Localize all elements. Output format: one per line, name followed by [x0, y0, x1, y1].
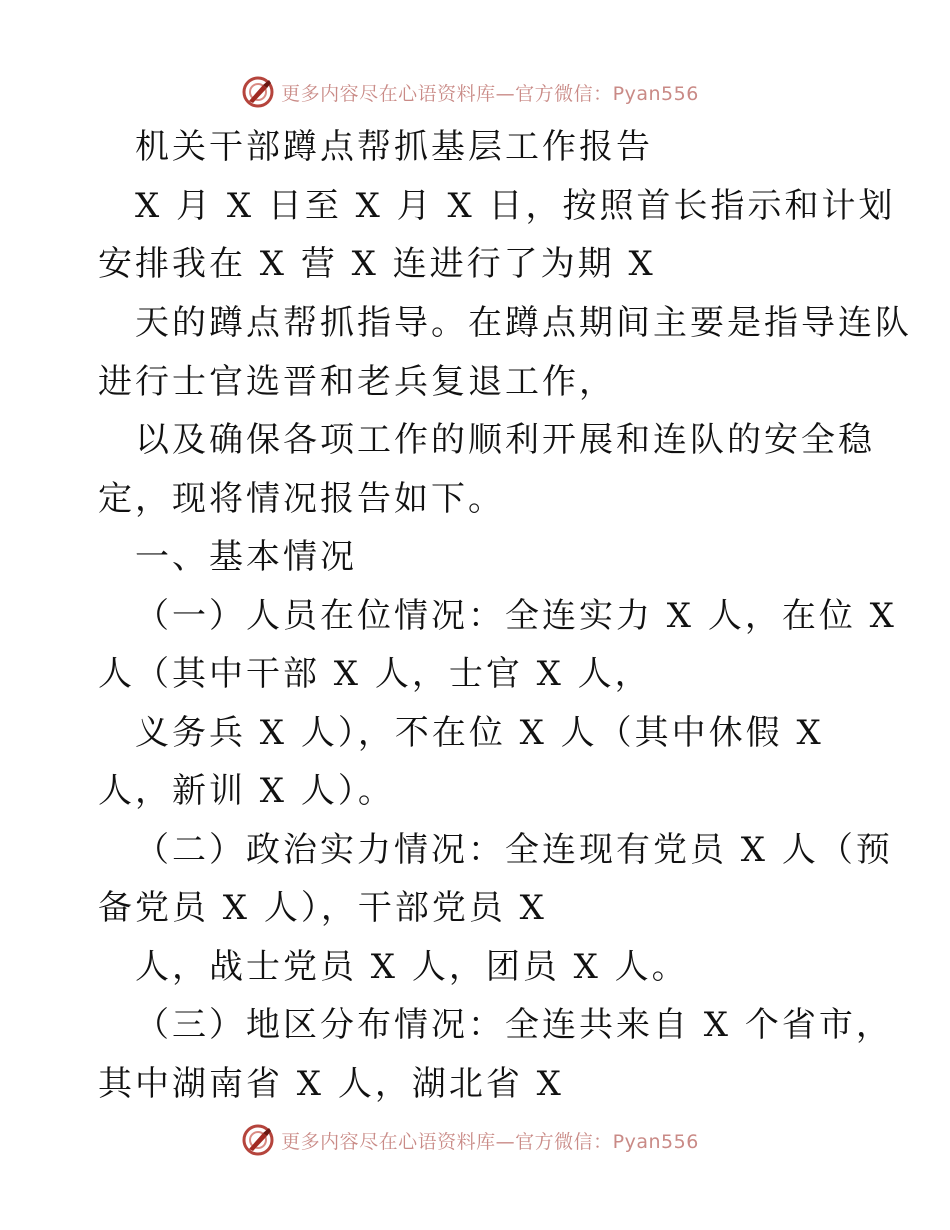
paragraph-line: 人（其中干部 X 人，士官 X 人，: [98, 654, 652, 694]
pen-logo-icon: [241, 1123, 275, 1157]
paragraph-line: 人，战士党员 X 人，团员 X 人。: [135, 947, 689, 987]
paragraph-line: 进行士官选晋和老兵复退工作，: [98, 362, 616, 402]
paragraph-line: X 月 X 日至 X 月 X 日，按照首长指示和计划: [135, 186, 896, 226]
watermark-text: 更多内容尽在心语资料库—官方微信：Pyan556: [281, 82, 699, 105]
watermark-text: 更多内容尽在心语资料库—官方微信：Pyan556: [281, 1130, 699, 1153]
section-heading: 一、基本情况: [135, 537, 357, 577]
paragraph-line: （二）政治实力情况：全连现有党员 X 人（预: [135, 830, 893, 870]
paragraph-line: 以及确保各项工作的顺利开展和连队的安全稳: [135, 420, 875, 460]
paragraph-line: 天的蹲点帮抓指导。在蹲点期间主要是指导连队: [135, 303, 912, 343]
paragraph-line: （一）人员在位情况：全连实力 X 人，在位 X: [135, 596, 897, 636]
paragraph-line: （三）地区分布情况：全连共来自 X 个省市，: [135, 1005, 893, 1045]
pen-logo-icon: [241, 75, 275, 109]
paragraph-line: 其中湖南省 X 人，湖北省 X: [98, 1064, 564, 1104]
paragraph-line: 定，现将情况报告如下。: [98, 479, 505, 519]
paragraph-line: 备党员 X 人），干部党员 X: [98, 888, 547, 928]
footer-watermark: [0, 1120, 950, 1160]
paragraph-line: 义务兵 X 人），不在位 X 人（其中休假 X: [135, 713, 824, 753]
paragraph-line: 人，新训 X 人）。: [98, 771, 395, 811]
paragraph-line: 安排我在 X 营 X 连进行了为期 X: [98, 244, 656, 284]
header-watermark: [0, 72, 950, 112]
document-title: 机关干部蹲点帮抓基层工作报告: [135, 127, 653, 167]
